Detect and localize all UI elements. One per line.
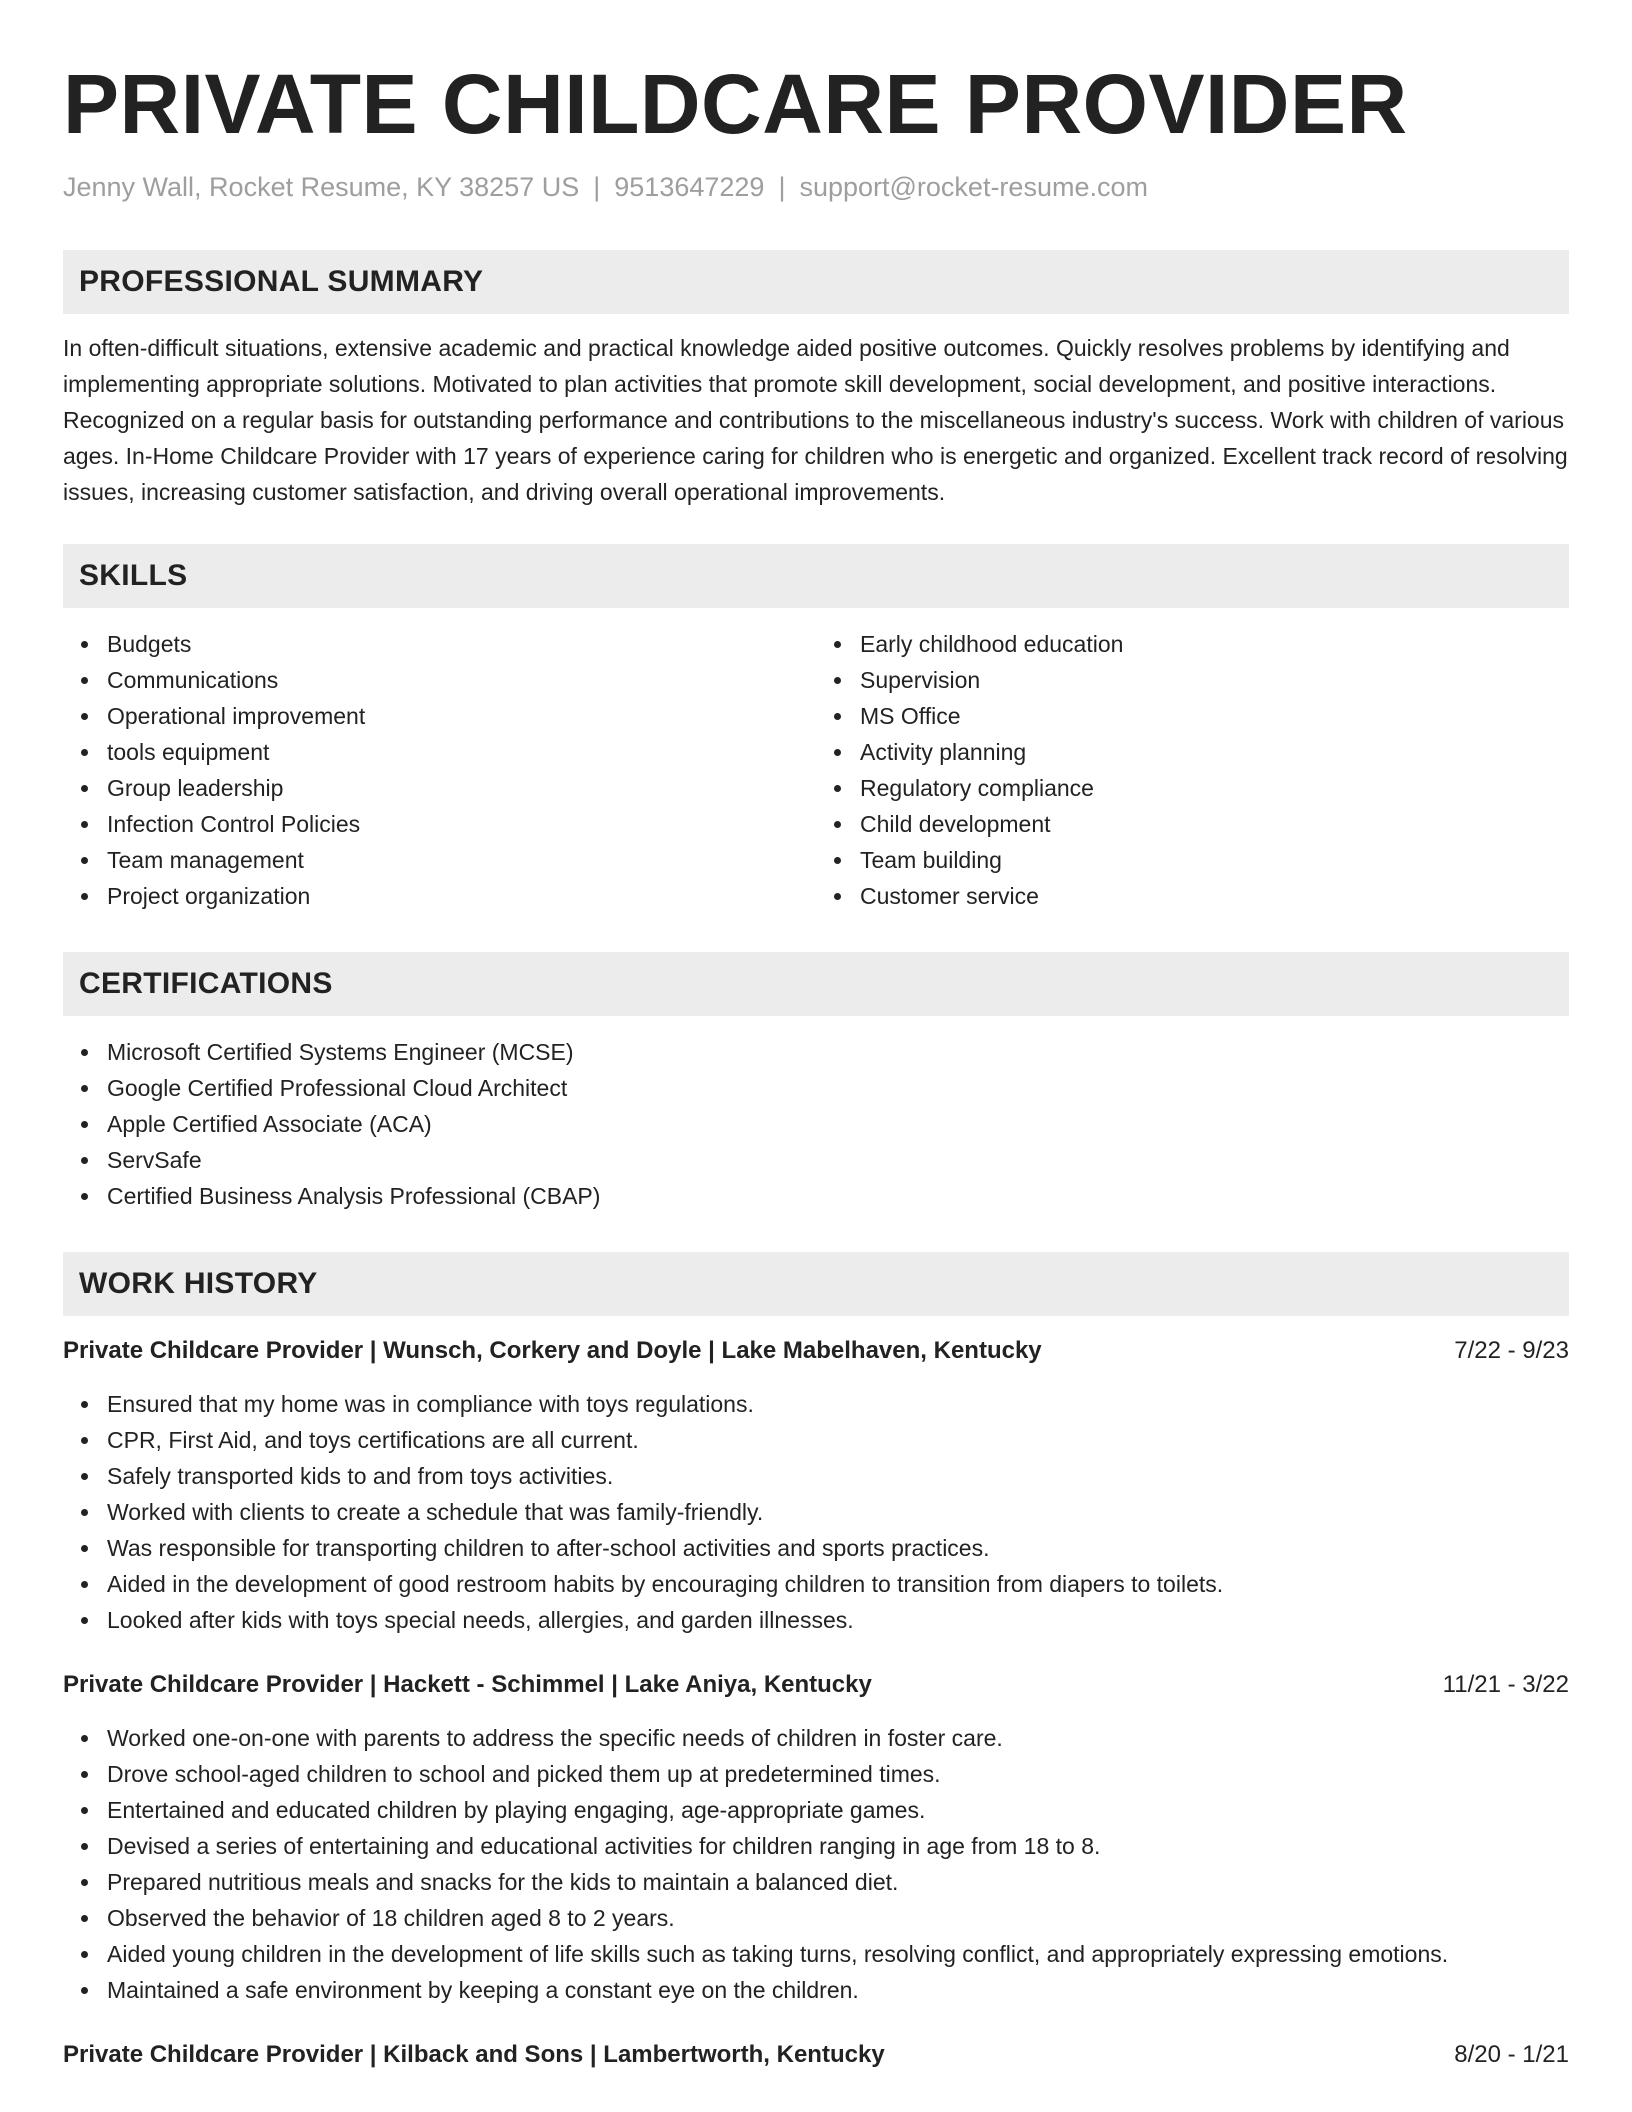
job-bullet: Observed the behavior of 18 children aged 8 to 2 years.	[63, 1900, 1569, 1936]
job-title: Private Childcare Provider | Wunsch, Corkery and Doyle | Lake Mabelhaven, Kentucky	[63, 1337, 1042, 1364]
skill-item: Group leadership	[63, 770, 816, 806]
skill-item: Operational improvement	[63, 698, 816, 734]
job-bullets	[63, 1386, 1569, 1638]
skill-item: Team management	[63, 842, 816, 878]
skill-item: Budgets	[63, 626, 816, 662]
certifications-heading: CERTIFICATIONS	[63, 952, 1569, 1016]
job-header	[63, 1334, 1569, 1368]
skill-item: Customer service	[816, 878, 1569, 914]
skill-item: Child development	[816, 806, 1569, 842]
skill-item: MS Office	[816, 698, 1569, 734]
job-entry	[63, 1334, 1569, 1638]
skill-item: Activity planning	[816, 734, 1569, 770]
job-title: Private Childcare Provider | Hackett - Schimmel | Lake Aniya, Kentucky	[63, 1671, 872, 1698]
job-bullet: Worked one-on-one with parents to address the specific needs of children in foster care.	[63, 1720, 1569, 1756]
skill-item: Early childhood education	[816, 626, 1569, 662]
resume-title: PRIVATE CHILDCARE PROVIDER	[63, 57, 1408, 151]
skills-heading: SKILLS	[63, 544, 1569, 608]
job-header	[63, 1668, 1569, 1702]
certification-item: Apple Certified Associate (ACA)	[63, 1106, 1569, 1142]
skills-grid	[63, 626, 1569, 914]
job-bullet: Worked with clients to create a schedule that was family-friendly.	[63, 1494, 1569, 1530]
job-entry	[63, 2038, 1569, 2072]
contact-separator: |	[593, 172, 601, 202]
job-bullet: Entertained and educated children by playing engaging, age-appropriate games.	[63, 1792, 1569, 1828]
job-dates: 11/21 - 3/22	[1442, 1671, 1569, 1698]
job-bullet: Prepared nutritious meals and snacks for the kids to maintain a balanced diet.	[63, 1864, 1569, 1900]
skill-item: Team building	[816, 842, 1569, 878]
certifications-list	[63, 1034, 1569, 1214]
skills-list-right	[816, 626, 1569, 914]
job-bullet: Ensured that my home was in compliance with toys regulations.	[63, 1386, 1569, 1422]
work-history-heading: WORK HISTORY	[63, 1252, 1569, 1316]
contact-email: support@rocket-resume.com	[799, 172, 1148, 202]
job-bullet: Devised a series of entertaining and educational activities for children ranging in age from 18 to 8.	[63, 1828, 1569, 1864]
job-bullet: Aided young children in the development of life skills such as taking turns, resolving conflict, and appropriately expressing emotions.	[63, 1936, 1569, 1972]
skill-item: Supervision	[816, 662, 1569, 698]
job-bullet: Safely transported kids to and from toys activities.	[63, 1458, 1569, 1494]
job-bullet: Drove school-aged children to school and picked them up at predetermined times.	[63, 1756, 1569, 1792]
job-bullet: Aided in the development of good restroom habits by encouraging children to transition from diapers to toilets.	[63, 1566, 1569, 1602]
contact-separator: |	[778, 172, 786, 202]
certification-item: ServSafe	[63, 1142, 1569, 1178]
job-bullet: Was responsible for transporting children to after-school activities and sports practices.	[63, 1530, 1569, 1566]
contact-line	[63, 170, 1569, 204]
job-bullet: Looked after kids with toys special needs, allergies, and garden illnesses.	[63, 1602, 1569, 1638]
job-dates: 7/22 - 9/23	[1454, 1337, 1569, 1364]
skill-item: Regulatory compliance	[816, 770, 1569, 806]
certification-item: Google Certified Professional Cloud Architect	[63, 1070, 1569, 1106]
skill-item: Project organization	[63, 878, 816, 914]
job-bullet: Maintained a safe environment by keeping a constant eye on the children.	[63, 1972, 1569, 2008]
job-bullet: CPR, First Aid, and toys certifications are all current.	[63, 1422, 1569, 1458]
contact-address: Jenny Wall, Rocket Resume, KY 38257 US	[63, 172, 580, 202]
summary-text: In often-difficult situations, extensive academic and practical knowledge aided positive outcomes. Quickly resolves problems by identifying and implementing appropriate solutions. Motivated to plan activities that promote skill development, social development, and positive interactions. Recognized on a regular basis for outstanding performance and contributions to the miscellaneous industry's success. Work with children of various ages. In-Home Childcare Provider with 17 years of experience caring for children who is energetic and organized. Excellent track record of resolving issues, increasing customer satisfaction, and driving overall operational improvements.	[63, 335, 1568, 505]
certification-item: Certified Business Analysis Professional (CBAP)	[63, 1178, 1569, 1214]
job-entry	[63, 1668, 1569, 2008]
summary-heading: PROFESSIONAL SUMMARY	[63, 250, 1569, 314]
contact-phone: 9513647229	[614, 172, 765, 202]
skill-item: tools equipment	[63, 734, 816, 770]
job-dates: 8/20 - 1/21	[1454, 2041, 1569, 2068]
skills-list-left	[63, 626, 816, 914]
certification-item: Microsoft Certified Systems Engineer (MCSE)	[63, 1034, 1569, 1070]
job-header	[63, 2038, 1569, 2072]
skill-item: Infection Control Policies	[63, 806, 816, 842]
job-title: Private Childcare Provider | Kilback and Sons | Lambertworth, Kentucky	[63, 2041, 885, 2068]
skill-item: Communications	[63, 662, 816, 698]
job-bullets	[63, 1720, 1569, 2008]
